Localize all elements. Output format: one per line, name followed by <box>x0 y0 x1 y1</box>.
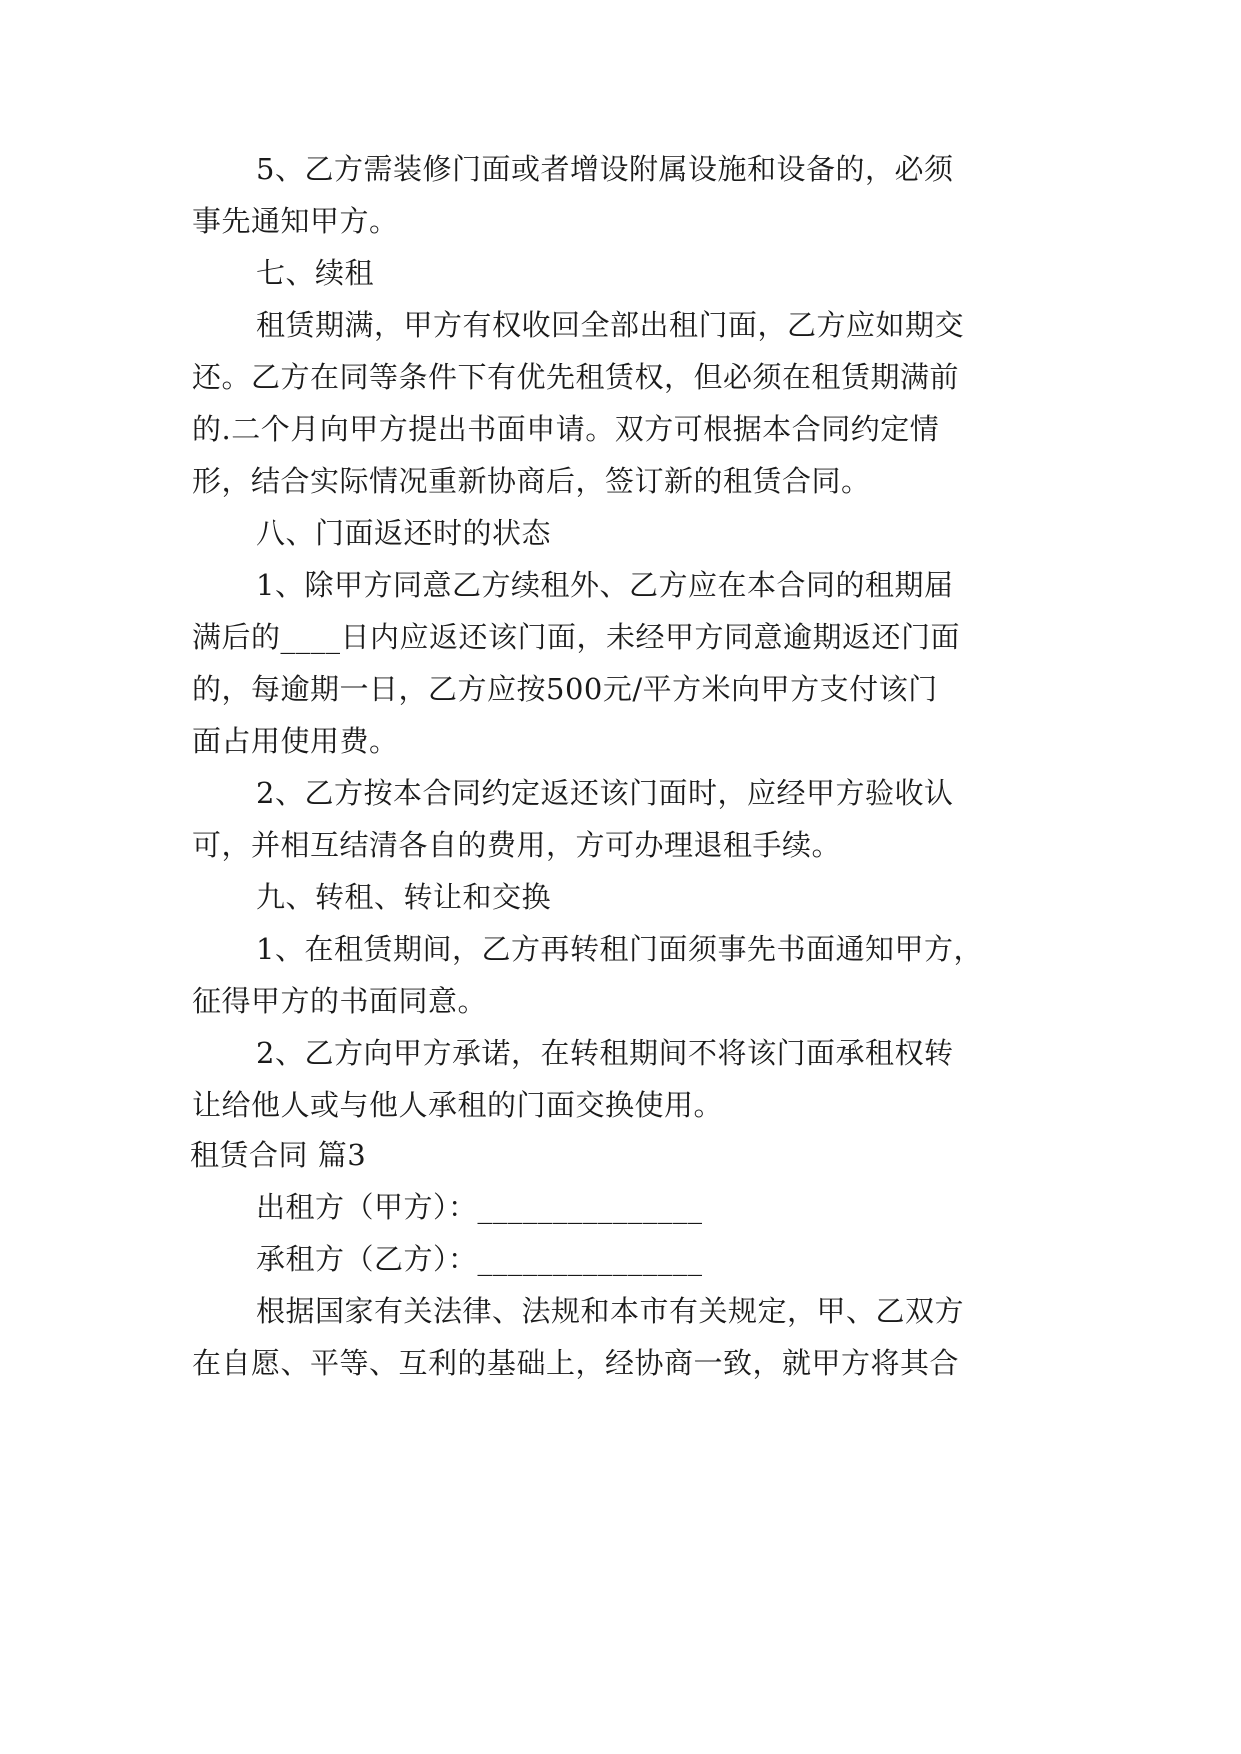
section-heading: 七、续租 <box>256 256 375 290</box>
paragraph-line: 根据国家有关法律、法规和本市有关规定，甲、乙双方 <box>256 1294 965 1328</box>
paragraph-line: 满后的____日内应返还该门面，未经甲方同意逾期返还门面 <box>192 620 961 654</box>
paragraph-line: 的，每逾期一日，乙方应按500元/平方米向甲方支付该门 <box>192 672 938 706</box>
section-heading: 九、转租、转让和交换 <box>256 880 552 914</box>
paragraph-line: 事先通知甲方。 <box>192 204 399 238</box>
lessor-field: 出租方（甲方）：_______________ <box>256 1190 703 1224</box>
paragraph-line: 让给他人或与他人承租的门面交换使用。 <box>192 1088 724 1122</box>
paragraph-line: 面占用使用费。 <box>192 724 399 758</box>
section-heading: 八、门面返还时的状态 <box>256 516 552 550</box>
paragraph-line: 在自愿、平等、互利的基础上，经协商一致，就甲方将其合 <box>192 1346 960 1380</box>
paragraph-line: 可，并相互结清各自的费用，方可办理退租手续。 <box>192 828 842 862</box>
paragraph-line: 2、乙方向甲方承诺，在转租期间不将该门面承租权转 <box>256 1036 954 1070</box>
lessee-field: 承租方（乙方）：_______________ <box>256 1242 703 1276</box>
paragraph-line: 征得甲方的书面同意。 <box>192 984 488 1018</box>
paragraph-line: 5、乙方需装修门面或者增设附属设施和设备的，必须 <box>256 152 954 186</box>
paragraph-line: 还。乙方在同等条件下有优先租赁权，但必须在租赁期满前 <box>192 360 960 394</box>
paragraph-line: 的.二个月向甲方提出书面申请。双方可根据本合同约定情 <box>192 412 940 446</box>
paragraph-line: 租赁期满，甲方有权收回全部出租门面，乙方应如期交 <box>256 308 965 342</box>
paragraph-line: 1、在租赁期间，乙方再转租门面须事先书面通知甲方， <box>256 932 983 966</box>
paragraph-line: 2、乙方按本合同约定返还该门面时，应经甲方验收认 <box>256 776 954 810</box>
article-title: 租赁合同 篇3 <box>190 1138 367 1172</box>
paragraph-line: 形，结合实际情况重新协商后，签订新的租赁合同。 <box>192 464 871 498</box>
paragraph-line: 1、除甲方同意乙方续租外、乙方应在本合同的租期届 <box>256 568 954 602</box>
